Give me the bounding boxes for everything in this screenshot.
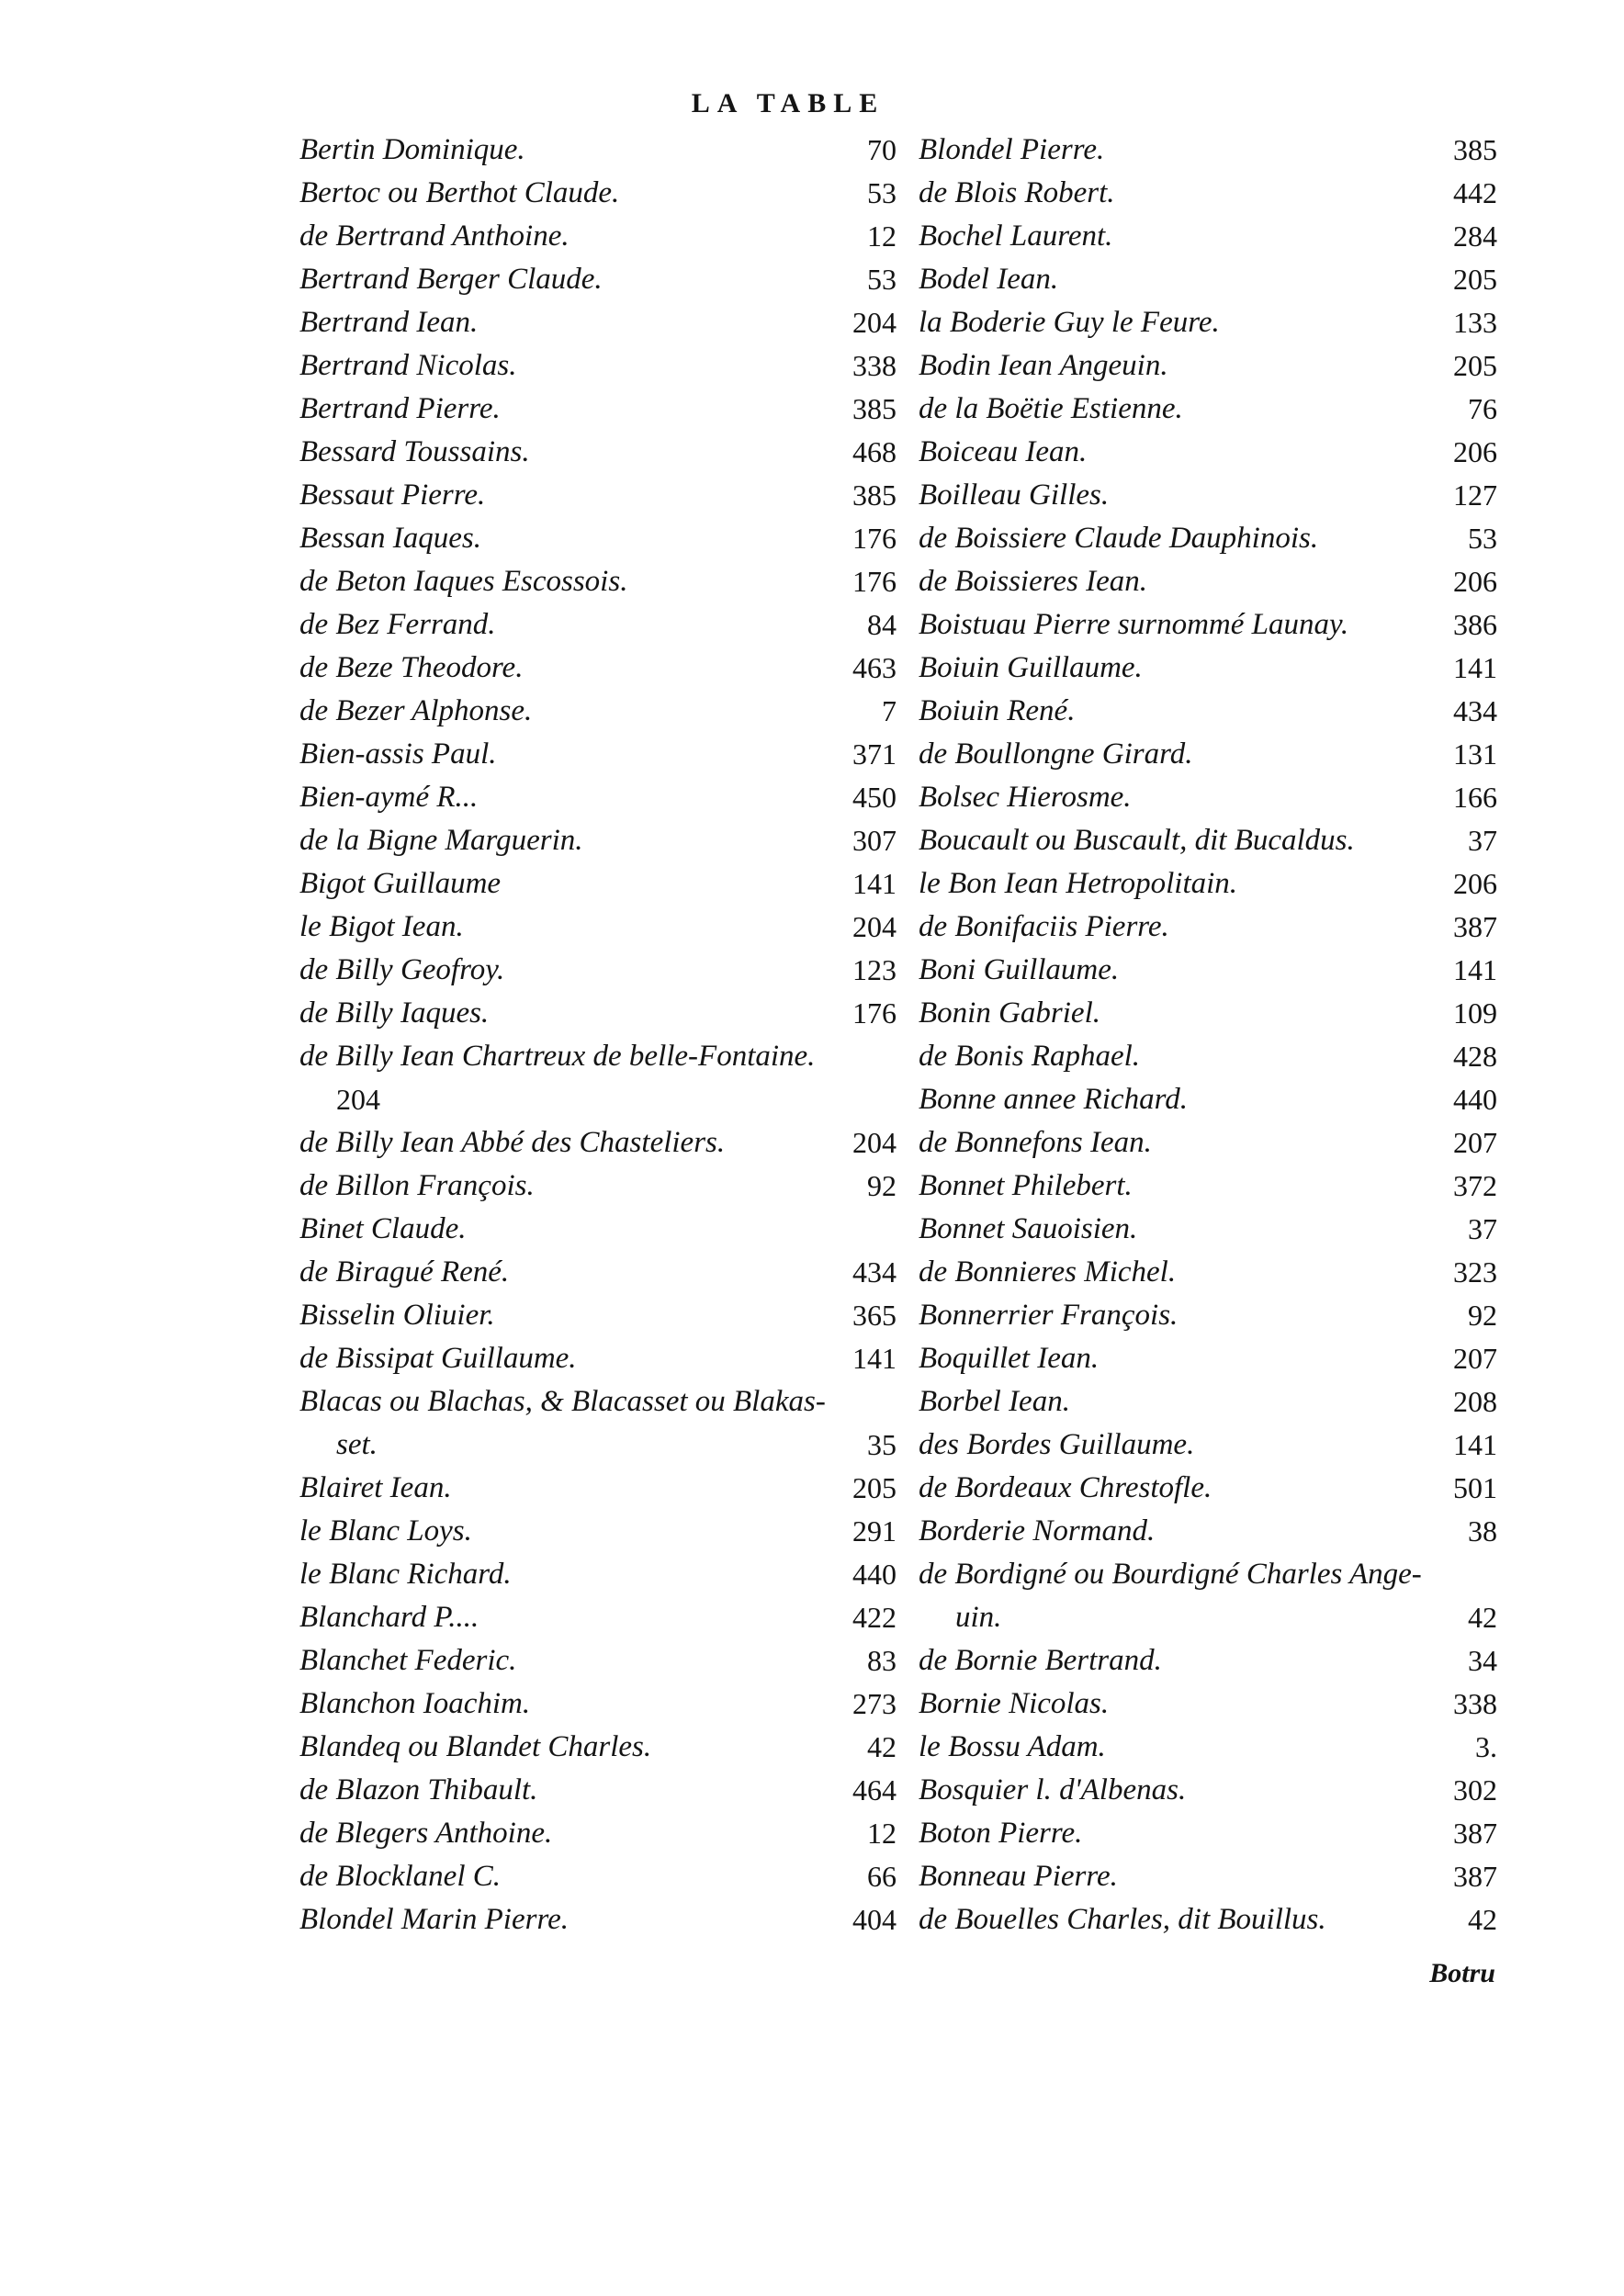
entry-name: de Bertrand Anthoine. bbox=[299, 219, 570, 253]
index-entry bbox=[919, 1639, 1497, 1683]
entry-page-number: 338 bbox=[852, 349, 897, 382]
entry-name: Blandeq ou Blandet Charles. bbox=[299, 1730, 652, 1763]
entry-name: Bonneau Pierre. bbox=[919, 1860, 1118, 1893]
index-entry bbox=[299, 1380, 897, 1424]
entry-name: Bodel Iean. bbox=[919, 263, 1059, 296]
entry-page-number: 387 bbox=[1453, 910, 1497, 943]
entry-page-number: 141 bbox=[852, 867, 897, 900]
index-entry bbox=[919, 1726, 1497, 1769]
index-entry bbox=[919, 431, 1497, 474]
entry-page-number: 385 bbox=[852, 392, 897, 425]
entry-page-number: 385 bbox=[852, 478, 897, 512]
entry-page-number: 205 bbox=[852, 1471, 897, 1504]
entry-name: Boni Guillaume. bbox=[919, 953, 1120, 986]
entry-page-number: 133 bbox=[1453, 306, 1497, 339]
entry-page-number: 92 bbox=[867, 1169, 897, 1202]
index-entry bbox=[919, 1337, 1497, 1380]
entry-name: Bonnerrier François. bbox=[919, 1299, 1179, 1332]
entry-name: set. bbox=[336, 1428, 378, 1461]
entry-name: Bertrand Berger Claude. bbox=[299, 263, 603, 296]
entry-page-number: 385 bbox=[1453, 133, 1497, 166]
entry-name: Bonnet Sauoisien. bbox=[919, 1212, 1138, 1245]
entry-page-number: 338 bbox=[1453, 1687, 1497, 1720]
index-entry bbox=[919, 1467, 1497, 1510]
entry-name: de Boissiere Claude Dauphinois. bbox=[919, 522, 1319, 555]
entry-page-number: 307 bbox=[852, 824, 897, 857]
entry-page-number: 66 bbox=[867, 1860, 897, 1893]
entry-page-number: 7 bbox=[882, 694, 897, 727]
index-entry bbox=[919, 1078, 1497, 1121]
entry-page-number: 205 bbox=[1453, 263, 1497, 296]
entry-name: Boilleau Gilles. bbox=[919, 478, 1110, 512]
entry-name: des Bordes Guillaume. bbox=[919, 1428, 1195, 1461]
entry-page-number: 450 bbox=[852, 781, 897, 814]
index-entry bbox=[919, 560, 1497, 603]
entry-name: Bolsec Hierosme. bbox=[919, 781, 1132, 814]
entry-name: de Blois Robert. bbox=[919, 176, 1115, 209]
entry-name: de Bonifaciis Pierre. bbox=[919, 910, 1169, 943]
entry-name: le Bigot Iean. bbox=[299, 910, 464, 943]
entry-name: Bodin Iean Angeuin. bbox=[919, 349, 1168, 382]
entry-name: Boucault ou Buscault, dit Bucaldus. bbox=[919, 824, 1355, 857]
entry-name: Boiceau Iean. bbox=[919, 435, 1088, 468]
entry-page-number: 434 bbox=[852, 1255, 897, 1289]
entry-name: Bessard Toussains. bbox=[299, 435, 530, 468]
entry-page-number: 141 bbox=[1453, 651, 1497, 684]
index-entry bbox=[299, 603, 897, 647]
entry-name: Bessan Iaques. bbox=[299, 522, 481, 555]
entry-page-number: 204 bbox=[852, 910, 897, 943]
entry-page-number: 365 bbox=[852, 1299, 897, 1332]
index-entry bbox=[919, 301, 1497, 344]
entry-name: Boiuin Guillaume. bbox=[919, 651, 1143, 684]
entry-page-number: 206 bbox=[1453, 435, 1497, 468]
index-entry bbox=[299, 1812, 897, 1855]
index-entry bbox=[919, 906, 1497, 949]
index-entry bbox=[919, 949, 1497, 992]
index-entry bbox=[299, 733, 897, 776]
index-entry bbox=[919, 1294, 1497, 1337]
entry-page-number: 109 bbox=[1453, 996, 1497, 1030]
entry-name: de Bonis Raphael. bbox=[919, 1040, 1141, 1073]
entry-page-number: 501 bbox=[1453, 1471, 1497, 1504]
index-entry bbox=[299, 1208, 897, 1251]
entry-name: Bosquier l. d'Albenas. bbox=[919, 1773, 1187, 1806]
index-entry bbox=[299, 1726, 897, 1769]
entry-page-number: 323 bbox=[1453, 1255, 1497, 1289]
entry-page-number: 386 bbox=[1453, 608, 1497, 641]
entry-page-number: 38 bbox=[1468, 1514, 1497, 1548]
entry-name: de la Boëtie Estienne. bbox=[919, 392, 1183, 425]
entry-page-number: 123 bbox=[852, 953, 897, 986]
entry-name: le Bon Iean Hetropolitain. bbox=[919, 867, 1238, 900]
index-entry bbox=[919, 474, 1497, 517]
entry-page-number: 127 bbox=[1453, 478, 1497, 512]
entry-page-number: 37 bbox=[1468, 1212, 1497, 1245]
index-entry bbox=[299, 1683, 897, 1726]
index-entry bbox=[299, 647, 897, 690]
entry-page-number: 37 bbox=[1468, 824, 1497, 857]
entry-name: Borderie Normand. bbox=[919, 1514, 1156, 1548]
index-entry bbox=[919, 258, 1497, 301]
index-entry bbox=[919, 1121, 1497, 1165]
entry-name: de Bordeaux Chrestofle. bbox=[919, 1471, 1212, 1504]
index-entry bbox=[919, 647, 1497, 690]
entry-page-number: 208 bbox=[1453, 1385, 1497, 1418]
entry-name: Binet Claude. bbox=[299, 1212, 467, 1245]
entry-name: Bessaut Pierre. bbox=[299, 478, 486, 512]
index-entry bbox=[299, 1035, 897, 1078]
index-entry bbox=[299, 431, 897, 474]
entry-name: de Boissieres Iean. bbox=[919, 565, 1147, 598]
index-entry bbox=[299, 1078, 897, 1121]
entry-page-number: 387 bbox=[1453, 1860, 1497, 1893]
entry-name: de la Bigne Marguerin. bbox=[299, 824, 583, 857]
entry-name: de Blazon Thibault. bbox=[299, 1773, 538, 1806]
index-entry bbox=[299, 1121, 897, 1165]
entry-page-number: 76 bbox=[1468, 392, 1497, 425]
index-entry bbox=[919, 344, 1497, 388]
entry-page-number: 422 bbox=[852, 1601, 897, 1634]
index-entry bbox=[299, 776, 897, 819]
index-entry bbox=[919, 1812, 1497, 1855]
entry-page-number: 204 bbox=[852, 1126, 897, 1159]
index-entry bbox=[299, 1467, 897, 1510]
entry-page-number: 12 bbox=[867, 1817, 897, 1850]
entry-page-number: 372 bbox=[1453, 1169, 1497, 1202]
index-entry bbox=[919, 1251, 1497, 1294]
entry-name: de Beze Theodore. bbox=[299, 651, 524, 684]
entry-page-number: 428 bbox=[1453, 1040, 1497, 1073]
entry-name: de Billy Iaques. bbox=[299, 996, 490, 1030]
entry-name: de Beton Iaques Escossois. bbox=[299, 565, 628, 598]
index-entry bbox=[919, 1596, 1497, 1639]
index-entry bbox=[299, 1596, 897, 1639]
index-column-right bbox=[919, 129, 1497, 1941]
entry-page-number: 207 bbox=[1453, 1126, 1497, 1159]
index-entry bbox=[299, 215, 897, 258]
entry-page-number: 53 bbox=[867, 176, 897, 209]
index-entry bbox=[299, 1855, 897, 1898]
entry-page-number: 53 bbox=[867, 263, 897, 296]
entry-page-number: 131 bbox=[1453, 737, 1497, 771]
entry-name: Borbel Iean. bbox=[919, 1385, 1070, 1418]
index-entry bbox=[919, 733, 1497, 776]
entry-page-number: 206 bbox=[1453, 867, 1497, 900]
entry-name: le Blanc Richard. bbox=[299, 1558, 512, 1591]
entry-page-number: 92 bbox=[1468, 1299, 1497, 1332]
entry-page-number: 53 bbox=[1468, 522, 1497, 555]
entry-page-number: 204 bbox=[336, 1083, 380, 1116]
index-entry bbox=[299, 862, 897, 906]
entry-page-number: 84 bbox=[867, 608, 897, 641]
entry-page-number: 35 bbox=[867, 1428, 897, 1461]
index-entry bbox=[299, 1510, 897, 1553]
index-entry bbox=[919, 517, 1497, 560]
index-entry bbox=[299, 1337, 897, 1380]
entry-name: de Blegers Anthoine. bbox=[299, 1817, 553, 1850]
entry-page-number: 42 bbox=[1468, 1903, 1497, 1936]
entry-name: de Billy Iean Chartreux de belle-Fontaine. bbox=[299, 1040, 816, 1073]
entry-name: de Bonnieres Michel. bbox=[919, 1255, 1177, 1289]
entry-page-number: 463 bbox=[852, 651, 897, 684]
entry-name: de Bezer Alphonse. bbox=[299, 694, 533, 727]
entry-name: le Blanc Loys. bbox=[299, 1514, 472, 1548]
entry-name: de Bornie Bertrand. bbox=[919, 1644, 1162, 1677]
entry-page-number: 141 bbox=[1453, 1428, 1497, 1461]
index-entry bbox=[919, 776, 1497, 819]
index-column-left bbox=[299, 129, 897, 1941]
entry-name: Blacas ou Blachas, & Blacasset ou Blakas- bbox=[299, 1385, 826, 1418]
entry-name: Bien-aymé R... bbox=[299, 781, 479, 814]
entry-name: Boiuin René. bbox=[919, 694, 1076, 727]
entry-name: Blondel Marin Pierre. bbox=[299, 1903, 569, 1936]
entry-name: Bonne annee Richard. bbox=[919, 1083, 1188, 1116]
entry-page-number: 83 bbox=[867, 1644, 897, 1677]
index-entry bbox=[919, 819, 1497, 862]
index-entry bbox=[919, 1553, 1497, 1596]
entry-name: Blairet Iean. bbox=[299, 1471, 452, 1504]
entry-page-number: 440 bbox=[1453, 1083, 1497, 1116]
entry-name: la Boderie Guy le Feure. bbox=[919, 306, 1220, 339]
entry-name: de Boullongne Girard. bbox=[919, 737, 1193, 771]
index-entry bbox=[299, 1639, 897, 1683]
index-entry bbox=[919, 1683, 1497, 1726]
index-entry bbox=[299, 906, 897, 949]
entry-name: Bonnet Philebert. bbox=[919, 1169, 1133, 1202]
entry-name: Bertin Dominique. bbox=[299, 133, 525, 166]
entry-name: de Billy Geofroy. bbox=[299, 953, 505, 986]
entry-name: Bertoc ou Berthot Claude. bbox=[299, 176, 620, 209]
index-entry bbox=[299, 819, 897, 862]
entry-page-number: 442 bbox=[1453, 176, 1497, 209]
index-entry bbox=[299, 1769, 897, 1812]
entry-page-number: 141 bbox=[1453, 953, 1497, 986]
entry-page-number: 166 bbox=[1453, 781, 1497, 814]
entry-page-number: 176 bbox=[852, 522, 897, 555]
entry-page-number: 291 bbox=[852, 1514, 897, 1548]
entry-page-number: 204 bbox=[852, 306, 897, 339]
entry-name: de Biragué René. bbox=[299, 1255, 510, 1289]
entry-name: Blanchard P.... bbox=[299, 1601, 479, 1634]
index-entry bbox=[919, 1510, 1497, 1553]
index-entry bbox=[919, 690, 1497, 733]
index-entry bbox=[299, 1553, 897, 1596]
entry-name: de Bouelles Charles, dit Bouillus. bbox=[919, 1903, 1326, 1936]
index-entry bbox=[299, 1424, 897, 1467]
entry-name: de Bonnefons Iean. bbox=[919, 1126, 1152, 1159]
entry-name: Boton Pierre. bbox=[919, 1817, 1083, 1850]
catchword: Botru bbox=[1429, 1958, 1495, 1988]
entry-page-number: 464 bbox=[852, 1773, 897, 1806]
entry-name: Bertrand Pierre. bbox=[299, 392, 501, 425]
entry-page-number: 302 bbox=[1453, 1773, 1497, 1806]
entry-page-number: 205 bbox=[1453, 349, 1497, 382]
entry-page-number: 284 bbox=[1453, 219, 1497, 253]
index-entry bbox=[299, 388, 897, 431]
entry-page-number: 468 bbox=[852, 435, 897, 468]
index-entry bbox=[299, 474, 897, 517]
index-entry bbox=[919, 172, 1497, 215]
entry-page-number: 404 bbox=[852, 1903, 897, 1936]
entry-page-number: 70 bbox=[867, 133, 897, 166]
index-entry bbox=[919, 603, 1497, 647]
index-entry bbox=[919, 1855, 1497, 1898]
entry-name: Bertrand Iean. bbox=[299, 306, 479, 339]
entry-name: de Bez Ferrand. bbox=[299, 608, 496, 641]
entry-page-number: 34 bbox=[1468, 1644, 1497, 1677]
index-entry bbox=[299, 172, 897, 215]
index-entry bbox=[919, 129, 1497, 172]
entry-name: Blondel Pierre. bbox=[919, 133, 1105, 166]
index-entry bbox=[299, 517, 897, 560]
index-entry bbox=[299, 1165, 897, 1208]
entry-name: Bornie Nicolas. bbox=[919, 1687, 1110, 1720]
index-entry bbox=[919, 1035, 1497, 1078]
entry-page-number: 42 bbox=[1468, 1601, 1497, 1634]
entry-name: Blanchet Federic. bbox=[299, 1644, 517, 1677]
index-entry bbox=[299, 258, 897, 301]
entry-page-number: 42 bbox=[867, 1730, 897, 1763]
entry-page-number: 206 bbox=[1453, 565, 1497, 598]
index-entry bbox=[299, 1251, 897, 1294]
entry-page-number: 3. bbox=[1475, 1730, 1497, 1763]
entry-page-number: 440 bbox=[852, 1558, 897, 1591]
entry-page-number: 273 bbox=[852, 1687, 897, 1720]
entry-page-number: 141 bbox=[852, 1342, 897, 1375]
entry-page-number: 207 bbox=[1453, 1342, 1497, 1375]
entry-name: Boquillet Iean. bbox=[919, 1342, 1100, 1375]
entry-name: de Bissipat Guillaume. bbox=[299, 1342, 577, 1375]
index-entry bbox=[299, 690, 897, 733]
entry-page-number: 434 bbox=[1453, 694, 1497, 727]
entry-name: Boistuau Pierre surnommé Launay. bbox=[919, 608, 1349, 641]
entry-page-number: 371 bbox=[852, 737, 897, 771]
entry-name: Bertrand Nicolas. bbox=[299, 349, 517, 382]
entry-name: le Bossu Adam. bbox=[919, 1730, 1106, 1763]
entry-name: de Billon François. bbox=[299, 1169, 535, 1202]
entry-name: Bisselin Oliuier. bbox=[299, 1299, 495, 1332]
index-entry bbox=[919, 1424, 1497, 1467]
index-entry bbox=[299, 560, 897, 603]
entry-page-number: 387 bbox=[1453, 1817, 1497, 1850]
entry-page-number: 176 bbox=[852, 565, 897, 598]
index-entry bbox=[299, 992, 897, 1035]
index-entry bbox=[919, 862, 1497, 906]
index-entry bbox=[919, 215, 1497, 258]
entry-name: Bonin Gabriel. bbox=[919, 996, 1100, 1030]
index-entry bbox=[299, 344, 897, 388]
entry-name: uin. bbox=[955, 1601, 1002, 1634]
entry-name: Bigot Guillaume bbox=[299, 867, 502, 900]
index-entry bbox=[919, 1898, 1497, 1941]
entry-name: de Blocklanel C. bbox=[299, 1860, 502, 1893]
index-entry bbox=[299, 301, 897, 344]
index-entry bbox=[919, 1380, 1497, 1424]
entry-page-number: 12 bbox=[867, 219, 897, 253]
entry-name: de Bordigné ou Bourdigné Charles Ange- bbox=[919, 1558, 1422, 1591]
index-entry bbox=[299, 949, 897, 992]
index-entry bbox=[299, 129, 897, 172]
index-entry bbox=[299, 1294, 897, 1337]
index-entry bbox=[919, 388, 1497, 431]
entry-page-number: 176 bbox=[852, 996, 897, 1030]
entry-name: Bien-assis Paul. bbox=[299, 737, 497, 771]
entry-name: Bochel Laurent. bbox=[919, 219, 1113, 253]
index-entry bbox=[299, 1898, 897, 1941]
index-entry bbox=[919, 1769, 1497, 1812]
index-entry bbox=[919, 1208, 1497, 1251]
page-title: LA TABLE bbox=[691, 88, 885, 118]
entry-name: de Billy Iean Abbé des Chasteliers. bbox=[299, 1126, 726, 1159]
index-entry bbox=[919, 1165, 1497, 1208]
entry-name: Blanchon Ioachim. bbox=[299, 1687, 531, 1720]
index-entry bbox=[919, 992, 1497, 1035]
